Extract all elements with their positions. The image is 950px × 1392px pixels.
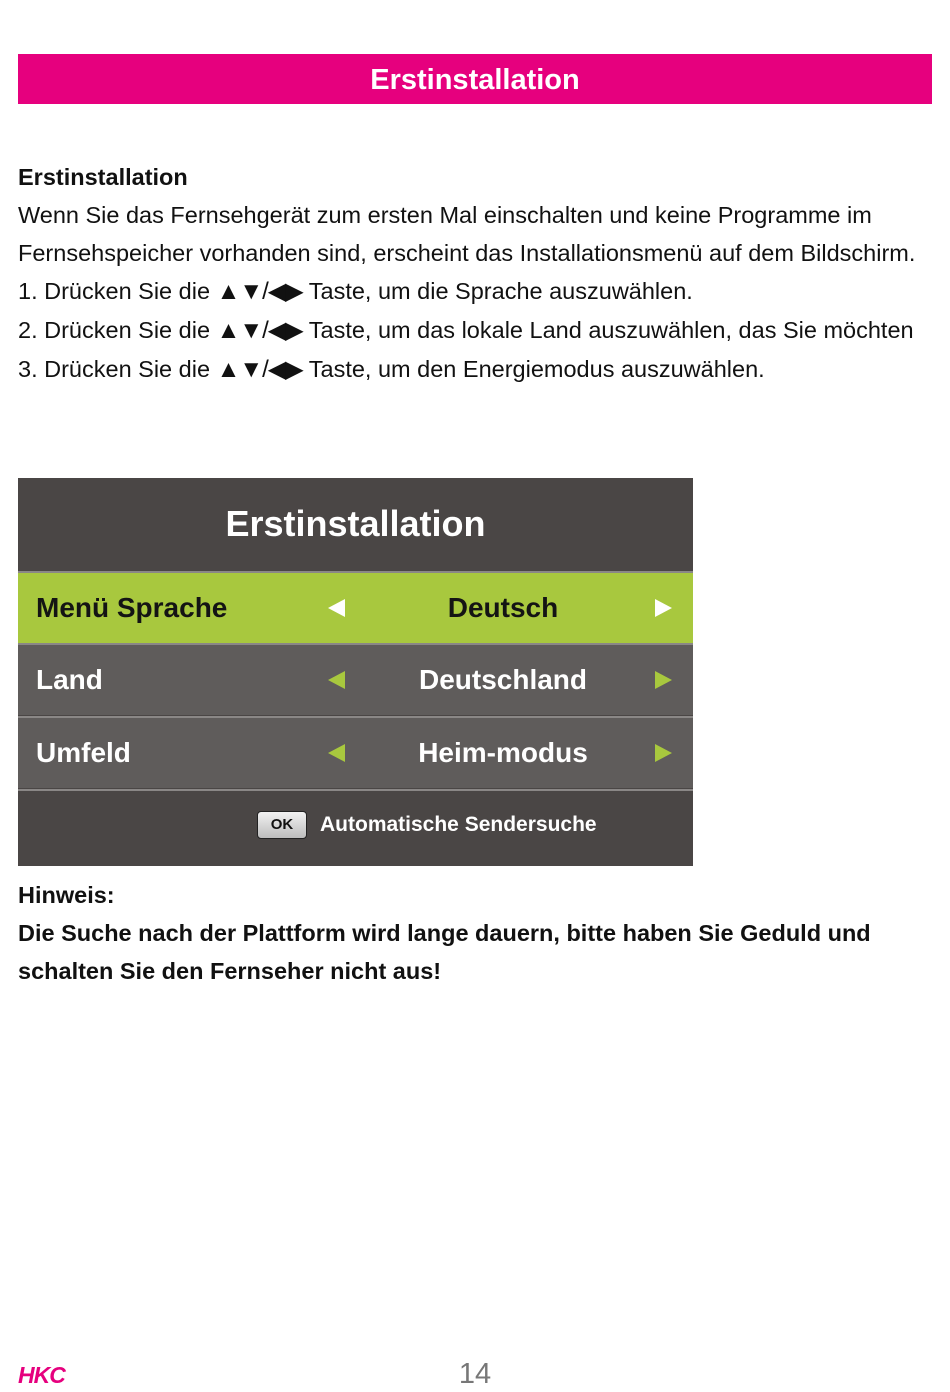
arrow-left-icon[interactable] (328, 599, 345, 617)
hint-section (18, 876, 932, 990)
instructions-section (18, 158, 932, 389)
auto-search-label: Automatische Sendersuche (320, 813, 597, 836)
ok-button[interactable]: OK (257, 811, 307, 839)
menu-row-label: Umfeld (36, 737, 131, 768)
hint-text: Die Suche nach der Plattform wird lange dauern, bitte haben Sie Geduld und schalten Sie den Fernseher nicht aus! (18, 920, 871, 984)
arrow-left-icon[interactable] (328, 671, 345, 689)
arrow-right-icon[interactable] (655, 744, 672, 762)
step-1: 1. Drücken Sie die ▲▼/◀▶ Taste, um die Sprache auszuwählen. (18, 278, 693, 305)
menu-title: Erstinstallation (225, 503, 486, 544)
brand-logo: HKC (18, 1362, 65, 1388)
arrow-left-icon[interactable] (328, 744, 345, 762)
menu-row-language[interactable] (18, 571, 693, 643)
section-heading: Erstinstallation (18, 164, 188, 190)
menu-row-label: Menü Sprache (36, 592, 228, 623)
menu-row-label: Land (36, 664, 103, 695)
arrow-keys-icon: ▲▼/◀▶ (216, 356, 303, 383)
menu-row-environment[interactable] (18, 716, 693, 788)
menu-row-value: Deutschland (418, 664, 588, 695)
step-3: 3. Drücken Sie die ▲▼/◀▶ Taste, um den Energiemodus auszuwählen. (18, 356, 765, 383)
menu-footer (18, 789, 693, 868)
menu-row-value: Heim-modus (418, 737, 588, 768)
intro-paragraph: Wenn Sie das Fernsehgerät zum ersten Mal einschalten und keine Programme im Fernsehspeicher vorhanden sind, erscheint das Installationsmenü auf dem Bildschirm. (18, 202, 916, 266)
hint-heading: Hinweis: (18, 882, 115, 908)
arrow-keys-icon: ▲▼/◀▶ (216, 317, 303, 344)
page-header-title: Erstinstallation (370, 64, 580, 96)
arrow-right-icon[interactable] (655, 599, 672, 617)
page-header-bar (18, 54, 932, 104)
step-2: 2. Drücken Sie die ▲▼/◀▶ Taste, um das lokale Land auszuwählen, das Sie möchten (18, 317, 914, 344)
menu-row-value: Deutsch (447, 592, 559, 623)
menu-row-country[interactable] (18, 643, 693, 715)
arrow-right-icon[interactable] (655, 671, 672, 689)
page-number: 14 (458, 1358, 492, 1390)
arrow-keys-icon: ▲▼/◀▶ (216, 278, 303, 305)
setup-menu-screenshot (18, 478, 693, 866)
